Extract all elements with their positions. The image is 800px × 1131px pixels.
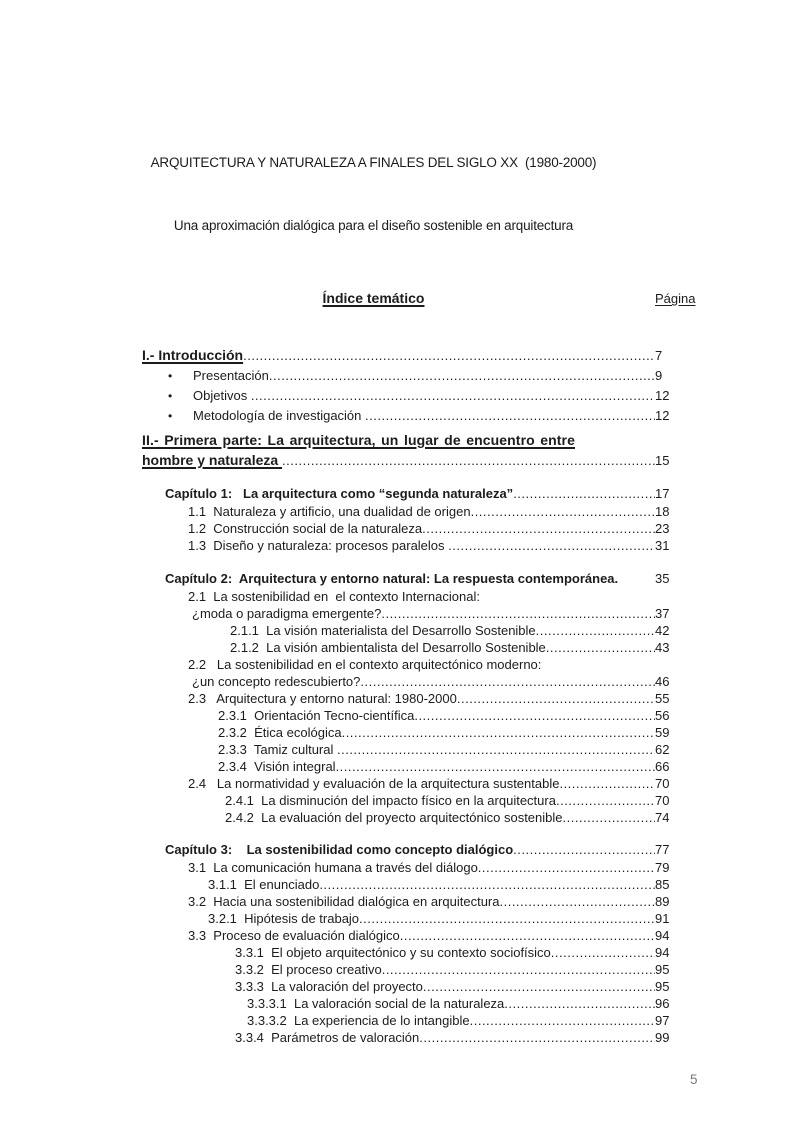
- dot-leader: [365, 406, 655, 426]
- toc-entry-label: hombre y naturaleza: [142, 452, 283, 468]
- dot-leader: [337, 741, 655, 758]
- dot-leader: [319, 876, 655, 893]
- document-title-line2: Una aproximación dialógica para el diseño sostenible en arquitectura: [173, 218, 574, 233]
- toc-entry-page-number: 15: [655, 453, 670, 468]
- toc-entry-label: 2.1.1 La visión materialista del Desarrollo Sostenible: [230, 623, 536, 638]
- toc-entry-page-number: 12: [655, 388, 670, 403]
- dot-leader: [513, 840, 655, 859]
- toc-entry-page-number: 17: [655, 486, 670, 501]
- dot-leader: [478, 859, 655, 876]
- toc-entry-page-number: 37: [655, 606, 670, 621]
- toc-entry-label: 2.3 Arquitectura y entorno natural: 1980-2000: [188, 691, 457, 706]
- toc-entry-label: 3.3.3.1 La valoración social de la naturaleza: [247, 996, 505, 1011]
- dot-leader: [342, 724, 655, 741]
- toc-entry-page-number: 66: [655, 759, 670, 774]
- toc-entry: [142, 792, 705, 809]
- toc-entry: [142, 809, 705, 826]
- toc-entry-page-number: 62: [655, 742, 670, 757]
- toc-entry: [142, 366, 705, 386]
- toc-entry: [142, 995, 705, 1012]
- toc-entry-label: 3.2 Hacia una sostenibilidad dialógica en arquitectura: [188, 894, 500, 909]
- toc-entry-label: 2.1 La sostenibilidad en el contexto Internacional:: [188, 589, 480, 604]
- toc-entry-label: 3.3.2 El proceso creativo: [235, 962, 382, 977]
- toc-entry-label: 2.3.4 Visión integral: [218, 759, 336, 774]
- dot-leader: [422, 520, 655, 537]
- document-title-line1: ARQUITECTURA Y NATURALEZA A FINALES DEL SIGLO XX (1980-2000): [150, 155, 597, 170]
- toc-entry-label: ¿moda o paradigma emergente?: [192, 606, 382, 621]
- toc-entry-label: Capítulo 1: La arquitectura como “segunda naturaleza”: [165, 486, 514, 501]
- toc-entry-label: Capítulo 3: La sostenibilidad como concepto dialógico: [165, 842, 514, 857]
- toc-entry-label: 1.3 Diseño y naturaleza: procesos paralelos: [188, 538, 449, 553]
- toc-entry-page-number: 46: [655, 674, 670, 689]
- toc-entry: [142, 537, 705, 554]
- toc-entry-label: 2.3.1 Orientación Tecno-científica: [218, 708, 415, 723]
- toc-entry: [142, 893, 705, 910]
- dot-leader: [400, 927, 655, 944]
- dot-leader: [423, 978, 655, 995]
- dot-leader: [563, 809, 656, 826]
- page-number-footer: 5: [690, 1072, 698, 1087]
- toc-entry-page-number: 94: [655, 928, 670, 943]
- dot-leader: [414, 707, 655, 724]
- toc-entry-label: Metodología de investigación: [193, 408, 366, 423]
- toc-entry-page-number: 91: [655, 911, 670, 926]
- toc-entry-label: 2.3.2 Ética ecológica: [218, 725, 342, 740]
- toc-entry: [142, 1029, 705, 1046]
- toc-entry-label: 3.3.1 El objeto arquitectónico y su contexto sociofísico: [235, 945, 551, 960]
- toc-entry-page-number: 79: [655, 860, 670, 875]
- toc-entry-label: 2.4.1 La disminución del impacto físico en la arquitectura: [225, 793, 556, 808]
- dot-leader: [536, 622, 655, 639]
- toc-entry-label: ¿un concepto redescubierto?: [192, 674, 361, 689]
- toc-entry-label: Presentación: [193, 368, 269, 383]
- toc-entry-page-number: 97: [655, 1013, 670, 1028]
- toc-entry: [142, 588, 705, 605]
- dot-leader: [504, 995, 655, 1012]
- toc-entry-label: 2.4 La normatividad y evaluación de la arquitectura sustentable: [188, 776, 560, 791]
- toc-entry-label: 2.2 La sostenibilidad en el contexto arquitectónico moderno:: [188, 657, 542, 672]
- toc-entry: [142, 758, 705, 775]
- toc-list: [142, 345, 705, 1046]
- toc-entry: [142, 569, 705, 588]
- dot-leader: [360, 673, 655, 690]
- toc-entry-label: 3.1.1 El enunciado: [208, 877, 320, 892]
- toc-entry-page-number: 42: [655, 623, 670, 638]
- toc-entry-page-number: 35: [655, 571, 670, 586]
- toc-entry: [142, 622, 705, 639]
- toc-entry-page-number: 94: [655, 945, 670, 960]
- dot-leader: [499, 893, 655, 910]
- dot-leader: [381, 605, 655, 622]
- toc-entry-page-number: 43: [655, 640, 670, 655]
- toc-entry-label: 1.1 Naturaleza y artificio, una dualidad de origen: [188, 504, 471, 519]
- toc-entry: [142, 503, 705, 520]
- toc-entry-page-number: 31: [655, 538, 670, 553]
- dot-leader: [359, 910, 655, 927]
- toc-entry-page-number: 70: [655, 793, 670, 808]
- index-title: Índice temático: [322, 290, 425, 306]
- toc-entry-label: 3.3 Proceso de evaluación dialógico: [188, 928, 400, 943]
- toc-entry-label: Capítulo 2: Arquitectura y entorno natural: La respuesta contemporánea.: [165, 571, 619, 586]
- toc-entry-label: 2.3.3 Tamiz cultural: [218, 742, 337, 757]
- dot-leader: [556, 792, 655, 809]
- dot-leader: [282, 451, 655, 471]
- toc-entry: [142, 605, 705, 622]
- toc-entry: [142, 775, 705, 792]
- toc-entry-label: 3.3.3.2 La experiencia de lo intangible: [247, 1013, 470, 1028]
- toc-entry: [142, 927, 705, 944]
- toc-entry-page-number: 9: [655, 368, 663, 383]
- dot-leader: [546, 639, 655, 656]
- toc-entry: [142, 450, 705, 471]
- toc-entry: [142, 978, 705, 995]
- toc-entry: [142, 741, 705, 758]
- toc-entry: [142, 1012, 705, 1029]
- toc-entry: [142, 876, 705, 893]
- toc-entry: [142, 345, 705, 366]
- dot-leader: [513, 484, 655, 503]
- toc-entry-page-number: 56: [655, 708, 670, 723]
- toc-entry-label: 2.1.2 La visión ambientalista del Desarrollo Sostenible: [230, 640, 546, 655]
- toc-entry: [142, 430, 705, 450]
- toc-entry-page-number: 96: [655, 996, 670, 1011]
- document-header: [142, 0, 605, 278]
- dot-leader: [551, 944, 655, 961]
- toc-entry: [142, 707, 705, 724]
- index-header-row: [142, 290, 696, 308]
- dot-leader: [251, 386, 655, 406]
- toc-entry-label: 2.4.2 La evaluación del proyecto arquitectónico sostenible: [225, 810, 563, 825]
- toc-entry: [142, 690, 705, 707]
- toc-entry-page-number: 55: [655, 691, 670, 706]
- toc-entry-page-number: 7: [655, 348, 663, 363]
- dot-leader: [470, 1012, 655, 1029]
- toc-entry: [142, 386, 705, 406]
- dot-leader: [471, 503, 655, 520]
- toc-entry-page-number: 18: [655, 504, 670, 519]
- toc-entry-label: 3.2.1 Hipótesis de trabajo: [208, 911, 360, 926]
- toc-entry-page-number: 12: [655, 408, 670, 423]
- toc-entry-label: 3.1 La comunicación humana a través del diálogo: [188, 860, 478, 875]
- toc-entry-page-number: 23: [655, 521, 670, 536]
- dot-leader: [559, 775, 655, 792]
- toc-entry: [142, 961, 705, 978]
- bullet-icon: •: [168, 389, 173, 403]
- toc-entry: [142, 520, 705, 537]
- toc-entry-label: 3.3.3 La valoración del proyecto: [235, 979, 423, 994]
- dot-leader: [382, 961, 655, 978]
- dot-leader: [336, 758, 655, 775]
- toc-entry-label: 1.2 Construcción social de la naturaleza: [188, 521, 423, 536]
- bullet-icon: •: [168, 409, 173, 423]
- toc-entry: [142, 639, 705, 656]
- dot-leader: [457, 690, 655, 707]
- toc-entry-page-number: 77: [655, 842, 670, 857]
- bullet-icon: •: [168, 369, 173, 383]
- dot-leader: [448, 537, 655, 554]
- toc-entry-label: Objetivos: [193, 388, 251, 403]
- toc-entry-page-number: 95: [655, 979, 670, 994]
- toc-entry: [142, 673, 705, 690]
- toc-entry-page-number: 95: [655, 962, 670, 977]
- toc-entry-page-number: 70: [655, 776, 670, 791]
- toc-entry: [142, 406, 705, 426]
- page-column-header: Página: [655, 291, 696, 306]
- toc-entry: [142, 944, 705, 961]
- dot-leader: [269, 366, 655, 386]
- toc-entry: [142, 840, 705, 859]
- toc-entry: [142, 859, 705, 876]
- toc-entry: [142, 484, 705, 503]
- toc-entry-page-number: 85: [655, 877, 670, 892]
- toc-entry: [142, 656, 705, 673]
- toc-entry-label: II.- Primera parte: La arquitectura, un lugar de encuentro entre: [142, 432, 575, 448]
- toc-entry: [142, 910, 705, 927]
- toc-entry-page-number: 99: [655, 1030, 670, 1045]
- toc-entry-page-number: 89: [655, 894, 670, 909]
- toc-entry-label: I.- Introducción: [142, 347, 244, 363]
- toc-entry: [142, 724, 705, 741]
- dot-leader: [419, 1029, 655, 1046]
- dot-leader: [243, 345, 655, 366]
- toc-entry-page-number: 74: [655, 810, 670, 825]
- toc-entry-page-number: 59: [655, 725, 670, 740]
- toc-entry-label: 3.3.4 Parámetros de valoración: [235, 1030, 420, 1045]
